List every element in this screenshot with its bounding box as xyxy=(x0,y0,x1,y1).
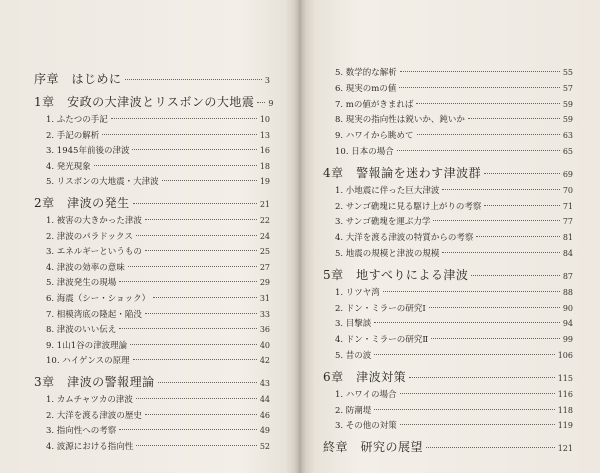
gutter-shadow xyxy=(285,0,315,473)
toc-section-row xyxy=(34,323,270,335)
page-number: 52 xyxy=(259,441,270,451)
toc-section-row xyxy=(323,302,573,314)
section-title: 5. 数学的な解析 xyxy=(335,68,397,78)
page-number: 33 xyxy=(259,309,270,319)
leader-dots xyxy=(119,281,256,282)
section-title: 5. 津波発生の現場 xyxy=(46,278,117,289)
toc-section-row xyxy=(34,261,270,273)
toc-chapter-row xyxy=(34,194,270,211)
page-number: 119 xyxy=(557,421,573,431)
leader-dots xyxy=(471,275,559,276)
toc-section-row xyxy=(34,409,270,421)
section-title: 4. 発光現象 xyxy=(46,161,91,172)
page-number: 69 xyxy=(562,169,573,179)
toc-section-row xyxy=(34,292,270,304)
chapter-title: 6章 津波対策 xyxy=(323,369,407,384)
page-number: 71 xyxy=(562,201,573,211)
toc-section-row xyxy=(323,145,573,157)
toc-chapter-row xyxy=(34,93,274,110)
left-page xyxy=(0,0,299,473)
section-title: 2. 手記の解析 xyxy=(46,130,100,141)
leader-dots xyxy=(133,359,257,360)
section-title: 7. 相模湾底の隆起・陥没 xyxy=(46,309,142,320)
section-title: 2. 大洋を渡る津波の歴史 xyxy=(46,410,142,421)
section-title: 10. 日本の場合 xyxy=(335,147,394,157)
toc-section-row xyxy=(34,276,270,288)
page-number: 59 xyxy=(562,115,573,125)
toc-chapter-row xyxy=(323,164,573,181)
leader-dots xyxy=(484,205,559,206)
toc-section-row xyxy=(323,66,573,78)
section-title: 2. サンゴ礁塊に見る駆け上がりの考察 xyxy=(335,201,482,212)
page-number: 70 xyxy=(562,185,573,195)
toc-section-row xyxy=(34,230,270,242)
toc-section-row xyxy=(34,245,270,257)
chapter-title: 2章 津波の発生 xyxy=(34,196,130,210)
leader-dots xyxy=(162,180,257,181)
page-number: 55 xyxy=(562,68,573,77)
section-title: 9. 1山1谷の津波理論 xyxy=(46,340,128,351)
chapter-title: 3章 津波の警報理論 xyxy=(34,375,155,389)
leader-dots xyxy=(484,173,560,174)
section-title: 5. 地震の規模と津波の規模 xyxy=(335,249,440,259)
page-number: 13 xyxy=(259,130,270,140)
page-number: 57 xyxy=(562,83,573,93)
right-page xyxy=(301,0,600,473)
page-number: 44 xyxy=(259,395,270,404)
leader-dots xyxy=(158,382,257,383)
page-number: 121 xyxy=(557,444,573,454)
leader-dots xyxy=(409,377,555,378)
toc-section-row xyxy=(323,215,573,227)
leader-dots xyxy=(416,103,559,104)
section-title: 6. 海震（シー・ショック） xyxy=(46,294,151,304)
leader-dots xyxy=(476,236,559,237)
chapter-title: 1章 安政の大津波とリスボンの大地震 xyxy=(34,95,255,109)
toc-section-row xyxy=(34,113,270,125)
page-number: 116 xyxy=(557,389,573,399)
section-title: 8. 現実の指向性は鋭いか、鈍いか xyxy=(335,115,465,126)
leader-dots xyxy=(426,447,555,448)
toc-section-row xyxy=(34,214,270,226)
chapter-title: 序章 はじめに xyxy=(34,72,122,86)
section-title: 5. リスボンの大地震・大津波 xyxy=(46,177,159,188)
page-number: 25 xyxy=(259,247,270,257)
leader-dots xyxy=(130,344,257,345)
page-number: 22 xyxy=(259,216,270,225)
leader-dots xyxy=(153,297,257,298)
page-number: 31 xyxy=(259,294,270,303)
toc-section-row xyxy=(323,82,573,94)
toc-section-row xyxy=(323,184,573,196)
section-title: 1. カムチャツカの津波 xyxy=(46,395,133,405)
section-title: 1. 小地震に伴った巨大津波 xyxy=(335,185,440,196)
leader-dots xyxy=(374,409,554,410)
toc-section-row xyxy=(323,388,573,400)
section-title: 3. 1945年前後の津波 xyxy=(46,146,130,157)
page-number: 87 xyxy=(562,271,573,281)
section-title: 6. 現実のmの値 xyxy=(335,83,397,94)
leader-dots xyxy=(133,203,257,204)
section-title: 3. その他の対策 xyxy=(335,421,397,432)
toc-section-row xyxy=(34,308,270,320)
leader-dots xyxy=(136,398,257,399)
leader-dots xyxy=(433,220,559,221)
leader-dots xyxy=(399,87,559,88)
page-number: 40 xyxy=(259,340,270,350)
leader-dots xyxy=(94,165,257,166)
section-title: 4. 波源における指向性 xyxy=(46,441,134,452)
toc-section-row xyxy=(34,354,270,366)
toc-section-row xyxy=(34,144,270,156)
leader-dots xyxy=(400,71,560,72)
page-number: 81 xyxy=(562,233,573,243)
chapter-title: 終章 研究の展望 xyxy=(323,440,424,455)
page-number: 27 xyxy=(259,262,270,272)
leader-dots xyxy=(145,219,257,220)
leader-dots xyxy=(442,189,559,190)
leader-dots xyxy=(119,429,256,430)
toc-chapter-row xyxy=(34,373,270,390)
leader-dots xyxy=(145,414,257,415)
leader-dots xyxy=(132,149,256,150)
section-title: 4. 津波の効率の意味 xyxy=(46,262,125,273)
page-number: 94 xyxy=(562,319,573,329)
leader-dots xyxy=(102,134,257,135)
leader-dots xyxy=(119,328,256,329)
toc-section-row xyxy=(323,113,573,125)
toc-section-row xyxy=(34,129,270,141)
section-title: 4. ドン・ミラーの研究Ⅱ xyxy=(335,335,429,346)
section-title: 9. ハワイから眺めて xyxy=(335,131,414,142)
toc-section-row xyxy=(323,419,573,431)
page-number: 115 xyxy=(557,373,573,383)
section-title: 2. 防潮堤 xyxy=(335,405,372,416)
toc-section-row xyxy=(323,333,573,345)
section-title: 3. 目撃談 xyxy=(335,319,372,330)
section-title: 1. ふたつの手記 xyxy=(46,115,108,125)
leader-dots xyxy=(125,79,262,80)
section-title: 2. ドン・ミラーの研究Ⅰ xyxy=(335,303,426,314)
section-title: 3. サンゴ礁塊を運ぶ力学 xyxy=(335,217,431,228)
page-number: 65 xyxy=(562,147,573,156)
section-title: 3. エネルギーというもの xyxy=(46,247,142,258)
page-number: 29 xyxy=(259,278,270,288)
toc-chapter-row xyxy=(323,368,573,385)
leader-dots xyxy=(145,250,257,251)
page-number: 18 xyxy=(259,161,270,171)
section-title: 4. 大洋を渡る津波の特質からの考察 xyxy=(335,233,474,244)
page-number: 16 xyxy=(259,146,270,156)
leader-dots xyxy=(374,354,554,355)
leader-dots xyxy=(257,102,265,103)
section-title: 7. mの値がきまれば xyxy=(335,99,414,110)
toc-section-row xyxy=(34,424,270,436)
section-title: 8. 津波のいい伝え xyxy=(46,325,117,336)
leader-dots xyxy=(383,291,560,292)
page-number: 46 xyxy=(259,410,270,420)
leader-dots xyxy=(136,445,256,446)
page-number: 9 xyxy=(268,99,274,108)
page-number: 49 xyxy=(259,426,270,436)
toc-section-row xyxy=(323,317,573,329)
toc-section-row xyxy=(323,129,573,141)
section-title: 1. 被害の大きかった津波 xyxy=(46,216,142,226)
page-number: 43 xyxy=(259,379,270,388)
page-number: 84 xyxy=(562,249,573,258)
page-number: 99 xyxy=(562,335,573,345)
toc-section-row xyxy=(323,247,573,259)
leader-dots xyxy=(128,266,257,267)
page-number: 63 xyxy=(562,131,573,141)
page-number: 106 xyxy=(557,351,573,360)
toc-section-row xyxy=(323,349,573,361)
toc-section-row xyxy=(34,175,270,187)
toc-section-row xyxy=(323,286,573,298)
toc-section-row xyxy=(323,200,573,212)
leader-dots xyxy=(417,134,560,135)
page-number: 21 xyxy=(259,200,270,209)
leader-dots xyxy=(400,424,555,425)
page-number: 36 xyxy=(259,325,270,335)
chapter-title: 4章 警報論を迷わす津波群 xyxy=(323,165,482,180)
leader-dots xyxy=(429,307,560,308)
leader-dots xyxy=(400,393,555,394)
leader-dots xyxy=(145,313,257,314)
section-title: 2. 津波のパラドックス xyxy=(46,231,133,242)
leader-dots xyxy=(468,118,560,119)
page-number: 77 xyxy=(562,217,573,227)
page-number: 59 xyxy=(562,99,573,109)
page-number: 118 xyxy=(557,405,573,415)
toc-section-row xyxy=(34,393,270,405)
page-number: 88 xyxy=(562,287,573,297)
section-title: 1. ハワイの場合 xyxy=(335,389,397,400)
chapter-title: 5章 地すべりによる津波 xyxy=(323,267,469,282)
toc-section-row xyxy=(34,160,270,172)
leader-dots xyxy=(442,252,559,253)
page-number: 10 xyxy=(259,115,270,124)
leader-dots xyxy=(431,338,560,339)
toc-section-row xyxy=(34,440,270,452)
toc-section-row xyxy=(323,231,573,243)
section-title: 1. リツヤ湾 xyxy=(335,287,380,298)
section-title: 5. 昔の波 xyxy=(335,351,372,361)
toc-section-row xyxy=(34,339,270,351)
toc-chapter-row xyxy=(323,266,573,283)
toc-chapter-row xyxy=(34,70,270,87)
page-number: 90 xyxy=(562,303,573,313)
page-number: 3 xyxy=(264,76,270,85)
page-number: 24 xyxy=(259,231,270,241)
leader-dots xyxy=(136,235,257,236)
toc-section-row xyxy=(323,404,573,416)
section-title: 3. 指向性への考察 xyxy=(46,426,117,437)
leader-dots xyxy=(374,322,560,323)
leader-dots xyxy=(111,118,257,119)
page-number: 42 xyxy=(259,356,270,366)
toc-section-row xyxy=(323,98,573,110)
page-number: 19 xyxy=(259,177,270,187)
leader-dots xyxy=(397,150,560,151)
toc-chapter-row xyxy=(323,438,573,455)
section-title: 10. ハイゲンスの原理 xyxy=(46,356,130,367)
